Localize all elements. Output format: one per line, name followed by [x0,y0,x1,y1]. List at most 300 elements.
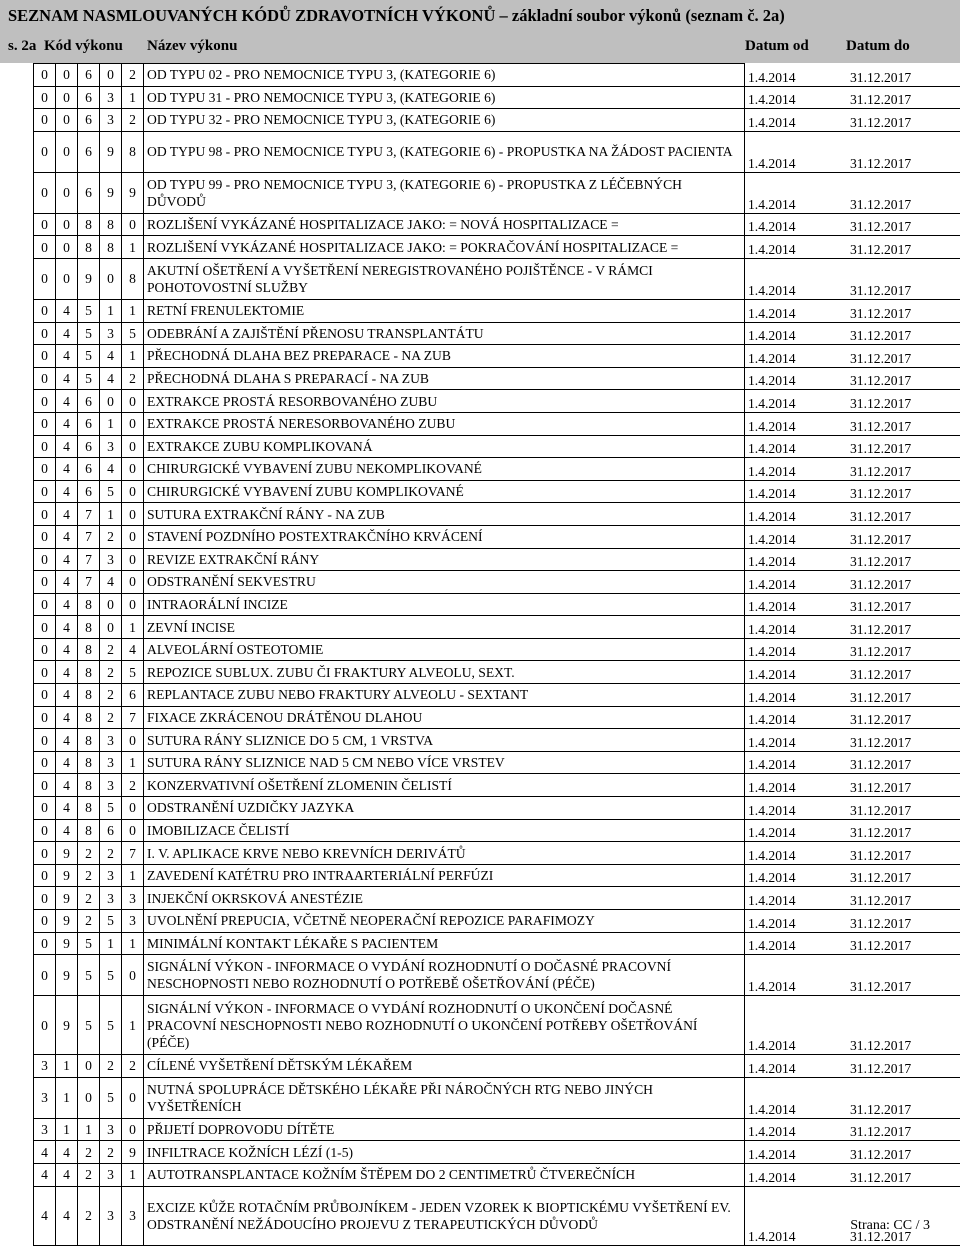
code-digit: 8 [122,258,144,299]
page-number: Strana: CC / 3 [850,1218,930,1234]
code-digit: 5 [100,480,122,503]
date-to: 31.12.2017 [848,258,960,299]
code-digit: 4 [56,571,78,594]
date-to: 31.12.2017 [848,109,960,132]
date-from: 1.4.2014 [745,1186,849,1245]
table-row [34,86,960,109]
code-digit: 8 [78,774,100,797]
code-digit: 4 [56,1186,78,1245]
procedure-name: EXTRAKCE PROSTÁ RESORBOVANÉHO ZUBU [144,390,745,413]
code-digit: 0 [34,299,56,322]
code-digit: 8 [78,751,100,774]
date-to: 31.12.2017 [848,661,960,684]
code-digit: 0 [34,684,56,707]
code-digit: 9 [56,996,78,1055]
date-to: 31.12.2017 [848,910,960,933]
code-digit: 6 [78,64,100,87]
table-row [34,1118,960,1141]
code-digit: 3 [122,887,144,910]
table-row [34,1141,960,1164]
procedure-name: AUTOTRANSPLANTACE KOŽNÍM ŠTĚPEM DO 2 CENTIMETRŮ ČTVEREČNÍCH [144,1163,745,1186]
code-digit: 0 [122,548,144,571]
code-digit: 1 [100,299,122,322]
code-digit: 3 [34,1118,56,1141]
date-to: 31.12.2017 [848,797,960,820]
date-from: 1.4.2014 [745,1077,849,1118]
code-digit: 4 [56,638,78,661]
code-digit: 0 [56,258,78,299]
document-header [0,0,960,63]
code-digit: 4 [56,345,78,368]
code-digit: 0 [78,1055,100,1078]
code-digit: 6 [78,172,100,213]
date-to: 31.12.2017 [848,345,960,368]
date-from: 1.4.2014 [745,774,849,797]
code-digit: 2 [100,1055,122,1078]
code-digit: 4 [100,458,122,481]
code-digit: 6 [78,480,100,503]
code-digit: 2 [122,64,144,87]
table-row [34,548,960,571]
code-digit: 1 [122,1163,144,1186]
column-header-code: Kód výkonu [44,38,123,55]
date-from: 1.4.2014 [745,864,849,887]
date-to: 31.12.2017 [848,548,960,571]
code-digit: 8 [78,797,100,820]
code-digit: 2 [78,864,100,887]
date-from: 1.4.2014 [745,258,849,299]
code-digit: 5 [78,345,100,368]
date-from: 1.4.2014 [745,1141,849,1164]
code-digit: 0 [34,86,56,109]
date-from: 1.4.2014 [745,458,849,481]
date-to: 31.12.2017 [848,1077,960,1118]
table-row [34,910,960,933]
table-row [34,367,960,390]
code-digit: 0 [56,86,78,109]
code-digit: 3 [34,1055,56,1078]
code-digit: 0 [56,64,78,87]
code-digit: 3 [34,1077,56,1118]
procedure-name: NUTNÁ SPOLUPRÁCE DĚTSKÉHO LÉKAŘE PŘI NÁROČNÝCH RTG NEBO JINÝCH VYŠETŘENÍCH [144,1077,745,1118]
date-to: 31.12.2017 [848,322,960,345]
code-digit: 1 [122,616,144,639]
code-digit: 5 [78,996,100,1055]
code-digit: 3 [100,887,122,910]
date-from: 1.4.2014 [745,64,849,87]
code-digit: 0 [34,593,56,616]
procedure-name: IMOBILIZACE ČELISTÍ [144,819,745,842]
code-digit: 0 [56,131,78,172]
procedure-name: CHIRURGICKÉ VYBAVENÍ ZUBU NEKOMPLIKOVANÉ [144,458,745,481]
table-row [34,213,960,236]
code-digit: 0 [34,571,56,594]
code-digit: 8 [78,661,100,684]
code-digit: 2 [78,910,100,933]
table-row [34,842,960,865]
code-digit: 0 [100,64,122,87]
date-to: 31.12.2017 [848,131,960,172]
procedure-name: AKUTNÍ OŠETŘENÍ A VYŠETŘENÍ NEREGISTROVANÉHO POJIŠTĚNCE - V RÁMCI POHOTOVOSTNÍ SLUŽBY [144,258,745,299]
code-digit: 2 [100,525,122,548]
code-digit: 9 [100,131,122,172]
code-digit: 4 [56,503,78,526]
code-digit: 2 [100,638,122,661]
code-digit: 9 [56,864,78,887]
table-row [34,345,960,368]
code-digit: 0 [34,797,56,820]
date-to: 31.12.2017 [848,684,960,707]
table-row [34,525,960,548]
table-row [34,887,960,910]
code-digit: 3 [100,548,122,571]
code-digit: 6 [78,86,100,109]
date-from: 1.4.2014 [745,480,849,503]
code-digit: 9 [56,932,78,955]
code-digit: 0 [34,345,56,368]
date-to: 31.12.2017 [848,458,960,481]
procedure-name: INTRAORÁLNÍ INCIZE [144,593,745,616]
table-row [34,1055,960,1078]
code-digit: 0 [34,910,56,933]
code-digit: 5 [78,932,100,955]
code-digit: 3 [100,322,122,345]
procedure-name: EXTRAKCE ZUBU KOMPLIKOVANÁ [144,435,745,458]
table-row [34,774,960,797]
code-digit: 0 [34,819,56,842]
date-from: 1.4.2014 [745,638,849,661]
code-digit: 3 [100,1118,122,1141]
code-digit: 4 [56,1163,78,1186]
code-digit: 0 [34,458,56,481]
procedure-name: OD TYPU 02 - PRO NEMOCNICE TYPU 3, (KATEGORIE 6) [144,64,745,87]
code-digit: 5 [78,322,100,345]
procedure-name: RETNÍ FRENULEKTOMIE [144,299,745,322]
date-to: 31.12.2017 [848,435,960,458]
code-digit: 5 [100,797,122,820]
code-digit: 0 [122,480,144,503]
code-digit: 5 [100,996,122,1055]
date-to: 31.12.2017 [848,1163,960,1186]
table-row [34,955,960,996]
code-digit: 0 [34,751,56,774]
code-digit: 0 [34,887,56,910]
code-digit: 0 [34,864,56,887]
table-row [34,864,960,887]
code-digit: 0 [34,390,56,413]
code-digit: 0 [34,435,56,458]
code-digit: 9 [122,172,144,213]
date-from: 1.4.2014 [745,131,849,172]
procedure-name: SUTURA RÁNY SLIZNICE NAD 5 CM NEBO VÍCE VRSTEV [144,751,745,774]
date-to: 31.12.2017 [848,706,960,729]
procedure-name: SUTURA RÁNY SLIZNICE DO 5 CM, 1 VRSTVA [144,729,745,752]
table-row [34,751,960,774]
code-digit: 4 [56,322,78,345]
code-digit: 2 [100,1141,122,1164]
code-digit: 0 [122,1077,144,1118]
code-digit: 5 [78,955,100,996]
table-row [34,1163,960,1186]
code-digit: 5 [122,322,144,345]
code-digit: 0 [34,525,56,548]
code-digit: 0 [100,616,122,639]
date-to: 31.12.2017 [848,367,960,390]
date-from: 1.4.2014 [745,887,849,910]
date-from: 1.4.2014 [745,910,849,933]
code-digit: 4 [56,299,78,322]
table-row [34,616,960,639]
date-from: 1.4.2014 [745,548,849,571]
table-row [34,64,960,87]
code-digit: 4 [100,367,122,390]
table-row [34,236,960,259]
date-from: 1.4.2014 [745,172,849,213]
code-digit: 5 [100,910,122,933]
code-digit: 0 [56,172,78,213]
table-row [34,571,960,594]
code-digit: 4 [34,1186,56,1245]
code-digit: 0 [122,571,144,594]
code-digit: 0 [78,1077,100,1118]
code-digit: 8 [78,729,100,752]
code-digit: 5 [100,955,122,996]
procedure-name: PŘECHODNÁ DLAHA BEZ PREPARACE - NA ZUB [144,345,745,368]
procedure-name: CHIRURGICKÉ VYBAVENÍ ZUBU KOMPLIKOVANÉ [144,480,745,503]
date-to: 31.12.2017 [848,955,960,996]
procedure-name: STAVENÍ POZDNÍHO POSTEXTRAKČNÍHO KRVÁCENÍ [144,525,745,548]
code-digit: 0 [100,258,122,299]
procedure-name: INJEKČNÍ OKRSKOVÁ ANESTÉZIE [144,887,745,910]
code-digit: 1 [122,236,144,259]
date-from: 1.4.2014 [745,996,849,1055]
date-to: 31.12.2017 [848,172,960,213]
code-digit: 0 [122,525,144,548]
code-digit: 3 [100,1186,122,1245]
code-digit: 2 [78,887,100,910]
code-digit: 1 [56,1077,78,1118]
table-row [34,729,960,752]
procedure-name: ODSTRANĚNÍ UZDIČKY JAZYKA [144,797,745,820]
date-from: 1.4.2014 [745,299,849,322]
code-digit: 0 [34,932,56,955]
code-digit: 2 [100,661,122,684]
code-digit: 3 [100,729,122,752]
code-digit: 0 [34,842,56,865]
code-digit: 6 [78,435,100,458]
code-digit: 1 [122,932,144,955]
procedure-name: ALVEOLÁRNÍ OSTEOTOMIE [144,638,745,661]
date-to: 31.12.2017 [848,390,960,413]
date-from: 1.4.2014 [745,593,849,616]
date-to: 31.12.2017 [848,1055,960,1078]
code-digit: 8 [78,706,100,729]
code-digit: 4 [100,345,122,368]
code-digit: 0 [34,706,56,729]
date-from: 1.4.2014 [745,932,849,955]
code-digit: 0 [122,503,144,526]
code-digit: 6 [78,390,100,413]
date-to: 31.12.2017 [848,503,960,526]
procedure-name: I. V. APLIKACE KRVE NEBO KREVNÍCH DERIVÁTŮ [144,842,745,865]
code-digit: 6 [100,819,122,842]
code-digit: 1 [100,932,122,955]
code-digit: 8 [122,131,144,172]
date-from: 1.4.2014 [745,571,849,594]
procedure-name: KONZERVATIVNÍ OŠETŘENÍ ZLOMENIN ČELISTÍ [144,774,745,797]
code-digit: 4 [100,571,122,594]
code-digit: 0 [34,996,56,1055]
procedure-name: ODSTRANĚNÍ SEKVESTRU [144,571,745,594]
procedure-name: SIGNÁLNÍ VÝKON - INFORMACE O VYDÁNÍ ROZHODNUTÍ O DOČASNÉ PRACOVNÍ NESCHOPNOSTI NEBO ROZHODNUTÍ O POTŘEBĚ OŠETŘOVÁNÍ (PÉČE) [144,955,745,996]
code-digit: 9 [56,910,78,933]
code-digit: 4 [56,548,78,571]
date-to: 31.12.2017 [848,525,960,548]
code-digit: 1 [78,1118,100,1141]
date-to: 31.12.2017 [848,751,960,774]
date-from: 1.4.2014 [745,525,849,548]
table-row [34,638,960,661]
date-from: 1.4.2014 [745,390,849,413]
code-digit: 8 [78,616,100,639]
code-digit: 0 [34,64,56,87]
code-digit: 4 [56,458,78,481]
code-digit: 5 [122,661,144,684]
code-digit: 2 [78,1163,100,1186]
date-from: 1.4.2014 [745,109,849,132]
code-digit: 6 [122,684,144,707]
procedure-name: EXTRAKCE PROSTÁ NERESORBOVANÉHO ZUBU [144,412,745,435]
column-header-date-to: Datum do [846,38,910,55]
code-digit: 0 [34,955,56,996]
code-digit: 9 [100,172,122,213]
code-digit: 9 [122,1141,144,1164]
code-digit: 0 [34,172,56,213]
code-digit: 0 [56,109,78,132]
code-digit: 8 [78,593,100,616]
procedure-name: INFILTRACE KOŽNÍCH LÉZÍ (1-5) [144,1141,745,1164]
procedure-name: OD TYPU 98 - PRO NEMOCNICE TYPU 3, (KATEGORIE 6) - PROPUSTKA NA ŽÁDOST PACIENTA [144,131,745,172]
date-to: 31.12.2017 [848,932,960,955]
code-digit: 0 [56,213,78,236]
date-from: 1.4.2014 [745,616,849,639]
date-from: 1.4.2014 [745,729,849,752]
code-digit: 4 [56,797,78,820]
procedure-name: ODEBRÁNÍ A ZAJIŠTĚNÍ PŘENOSU TRANSPLANTÁTU [144,322,745,345]
date-from: 1.4.2014 [745,1055,849,1078]
code-digit: 9 [56,887,78,910]
code-digit: 4 [56,390,78,413]
code-digit: 0 [122,458,144,481]
code-digit: 4 [56,729,78,752]
table-row [34,172,960,213]
code-digit: 4 [56,593,78,616]
code-digit: 6 [78,458,100,481]
procedure-name: SIGNÁLNÍ VÝKON - INFORMACE O VYDÁNÍ ROZHODNUTÍ O UKONČENÍ DOČASNÉ PRACOVNÍ NESCHOPNOSTI NEBO ROZHODNUTÍ O UKONČENÍ POTŘEBY OŠETŘOVÁNÍ (PÉČE) [144,996,745,1055]
code-digit: 1 [122,86,144,109]
date-from: 1.4.2014 [745,322,849,345]
date-from: 1.4.2014 [745,367,849,390]
code-digit: 0 [122,593,144,616]
code-digit: 4 [56,435,78,458]
code-digit: 4 [56,525,78,548]
code-digit: 0 [122,819,144,842]
procedure-name: ROZLIŠENÍ VYKÁZANÉ HOSPITALIZACE JAKO: = POKRAČOVÁNÍ HOSPITALIZACE = [144,236,745,259]
code-digit: 1 [122,345,144,368]
code-digit: 0 [122,955,144,996]
table-row [34,819,960,842]
code-digit: 4 [56,661,78,684]
code-digit: 3 [122,1186,144,1245]
table-row [34,706,960,729]
date-to: 31.12.2017 [848,729,960,752]
code-digit: 0 [122,729,144,752]
code-digit: 0 [34,109,56,132]
code-digit: 7 [78,525,100,548]
code-digit: 4 [34,1163,56,1186]
table-row [34,258,960,299]
code-digit: 0 [34,480,56,503]
code-digit: 3 [100,86,122,109]
code-digit: 0 [34,548,56,571]
date-from: 1.4.2014 [745,236,849,259]
date-to: 31.12.2017 [848,819,960,842]
procedure-name: OD TYPU 99 - PRO NEMOCNICE TYPU 3, (KATEGORIE 6) - PROPUSTKA Z LÉČEBNÝCH DŮVODŮ [144,172,745,213]
code-digit: 7 [122,842,144,865]
code-digit: 0 [56,236,78,259]
date-to: 31.12.2017 [848,1118,960,1141]
code-digit: 3 [122,910,144,933]
code-digit: 8 [78,236,100,259]
table-row [34,797,960,820]
code-digit: 3 [100,109,122,132]
date-to: 31.12.2017 [848,774,960,797]
code-digit: 0 [34,638,56,661]
date-from: 1.4.2014 [745,503,849,526]
date-from: 1.4.2014 [745,435,849,458]
date-to: 31.12.2017 [848,887,960,910]
code-digit: 0 [122,213,144,236]
table-row [34,1186,960,1245]
table-row [34,593,960,616]
date-to: 31.12.2017 [848,213,960,236]
procedure-name: OD TYPU 32 - PRO NEMOCNICE TYPU 3, (KATEGORIE 6) [144,109,745,132]
code-digit: 0 [34,774,56,797]
table-row [34,480,960,503]
code-digit: 4 [56,367,78,390]
date-from: 1.4.2014 [745,955,849,996]
code-digit: 2 [78,1141,100,1164]
code-digit: 1 [122,299,144,322]
code-digit: 4 [56,819,78,842]
code-digit: 7 [78,571,100,594]
date-from: 1.4.2014 [745,842,849,865]
code-digit: 0 [34,412,56,435]
table-row [34,684,960,707]
code-digit: 2 [78,1186,100,1245]
code-digit: 1 [122,751,144,774]
code-digit: 0 [122,797,144,820]
code-digit: 8 [78,684,100,707]
code-digit: 4 [56,684,78,707]
code-digit: 9 [78,258,100,299]
table-row [34,503,960,526]
date-to: 31.12.2017 [848,64,960,87]
procedure-name: REVIZE EXTRAKČNÍ RÁNY [144,548,745,571]
procedure-name: ROZLIŠENÍ VYKÁZANÉ HOSPITALIZACE JAKO: = NOVÁ HOSPITALIZACE = [144,213,745,236]
code-digit: 0 [122,412,144,435]
date-from: 1.4.2014 [745,797,849,820]
